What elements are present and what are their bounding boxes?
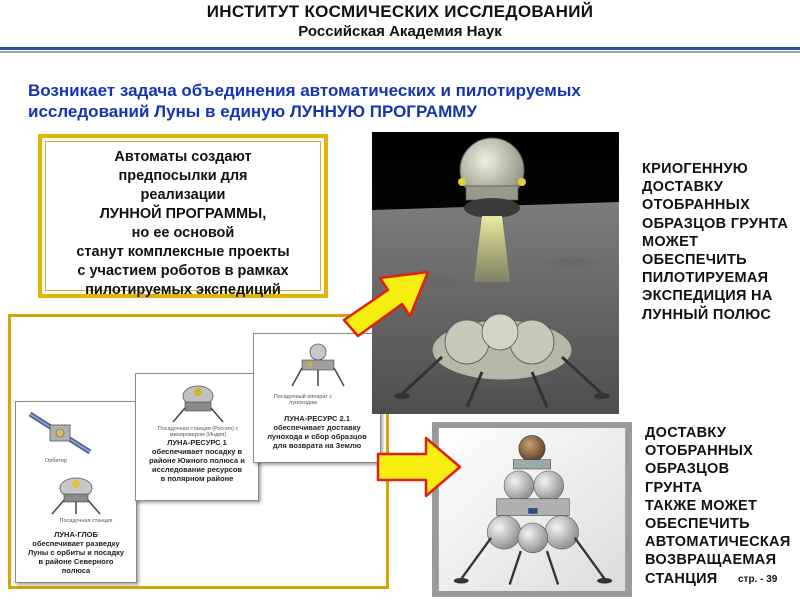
caption-line: ЛУНА-ГЛОБ: [54, 530, 98, 539]
lander-lunokhod-icon: [288, 340, 348, 388]
caption-line: ЛУНА-РЕСУРС 2.1: [284, 414, 350, 423]
text-line: ЛУННЫЙ ПОЛЮС: [642, 306, 772, 323]
page-number: стр. - 39: [738, 574, 778, 585]
arrow-to-automatic-icon: [374, 432, 464, 502]
headline-line-2: исследований Луны в единую ЛУННУЮ ПРОГРАММУ: [28, 102, 477, 121]
academy-subtitle: Российская Академия Наук: [298, 23, 502, 40]
text-line: ГРУНТА: [645, 479, 703, 496]
luna-glob-card: [15, 401, 137, 583]
text-line: ЭКСПЕДИЦИЯ НА: [642, 288, 773, 305]
caption-line: обеспечивает разведку: [32, 539, 120, 548]
luna-resurs-1-caption: [138, 438, 256, 483]
arrow-to-manned-icon: [340, 266, 432, 350]
caption-line: Луны с орбиты и посадку: [27, 548, 125, 557]
caption-line: ЛУНА-РЕСУРС 1: [167, 438, 227, 447]
text-line: КРИОГЕННУЮ: [642, 161, 749, 177]
caption-line: исследование ресурсов: [151, 465, 243, 474]
callout-line: предпосылки для: [118, 168, 248, 184]
text-line: ОБЕСПЕЧИТЬ: [645, 516, 750, 533]
caption-line: лунохода и сбор образцов: [267, 432, 367, 441]
callout-line: станут комплексные проекты: [76, 244, 290, 260]
text-line: ПИЛОТИРУЕМАЯ: [642, 270, 769, 287]
text-line: ОБРАЗЦОВ ГРУНТА: [642, 215, 789, 232]
text-line: ОТОБРАННЫХ: [642, 197, 751, 214]
header: [0, 0, 800, 46]
caption-line: обеспечивает посадку в: [151, 447, 243, 456]
callout-line: с участием роботов в рамках: [77, 263, 289, 279]
header-rule-blue: [0, 47, 800, 50]
callout-line: но ее основой: [131, 225, 235, 241]
caption-line: полюса: [61, 566, 91, 575]
callout-line: реализации: [140, 187, 226, 203]
text-line: АВТОМАТИЧЕСКАЯ: [645, 534, 791, 551]
text-line: ТАКЖЕ МОЖЕТ: [645, 497, 758, 514]
lander-rover-icon: [168, 378, 228, 424]
return-station-text: [645, 424, 791, 588]
orbiter-label: Орбитер: [44, 458, 68, 464]
lunar-lander-icon: [46, 472, 106, 516]
slide-headline: [28, 80, 728, 122]
text-line: ДОСТАВКУ: [642, 179, 724, 196]
luna-resurs-1-card: [135, 373, 259, 501]
text-line: ОБЕСПЕЧИТЬ: [642, 252, 747, 269]
resurs-21-image-label: Посадочный аппарат с луноходом: [273, 394, 333, 406]
orbiter-icon: [24, 408, 96, 458]
caption-line: в полярном районе: [160, 474, 234, 483]
callout-text: [50, 148, 316, 300]
lander-label: Посадочная станция: [59, 518, 113, 524]
callout-line: Автоматы создают: [114, 149, 252, 165]
text-line: МОЖЕТ: [642, 233, 699, 250]
headline-line-1: Возникает задача объединения автоматических и пилотируемых: [28, 81, 581, 100]
text-line: ДОСТАВКУ: [645, 425, 727, 441]
text-line: ОБРАЗЦОВ: [645, 461, 730, 478]
manned-expedition-text: [642, 160, 788, 324]
text-line: ОТОБРАННЫХ: [645, 443, 754, 460]
caption-line: для возврата на Землю: [272, 441, 362, 450]
resurs-1-image-label: Посадочная станция (Россия) с минировером (Индия): [157, 426, 239, 438]
return-station-photo: [438, 428, 626, 591]
text-line: СТАНЦИЯ: [645, 570, 718, 587]
caption-line: в районе Северного: [38, 557, 114, 566]
luna-resurs-21-card: [253, 333, 381, 463]
caption-line: районе Южного полюса и: [149, 456, 245, 465]
luna-resurs-21-caption: [256, 414, 378, 450]
header-rule-gray: [0, 51, 800, 53]
luna-glob-caption: [18, 530, 134, 575]
callout-box: [38, 134, 328, 298]
missions-panel: [8, 314, 389, 589]
text-line: ВОЗВРАЩАЕМАЯ: [645, 552, 777, 569]
caption-line: обеспечивает доставку: [273, 423, 361, 432]
institute-title: ИНСТИТУТ КОСМИЧЕСКИХ ИССЛЕДОВАНИЙ: [206, 2, 594, 21]
callout-line: ЛУННОЙ ПРОГРАММЫ,: [99, 206, 267, 222]
callout-line: пилотируемых экспедиций: [85, 282, 281, 298]
